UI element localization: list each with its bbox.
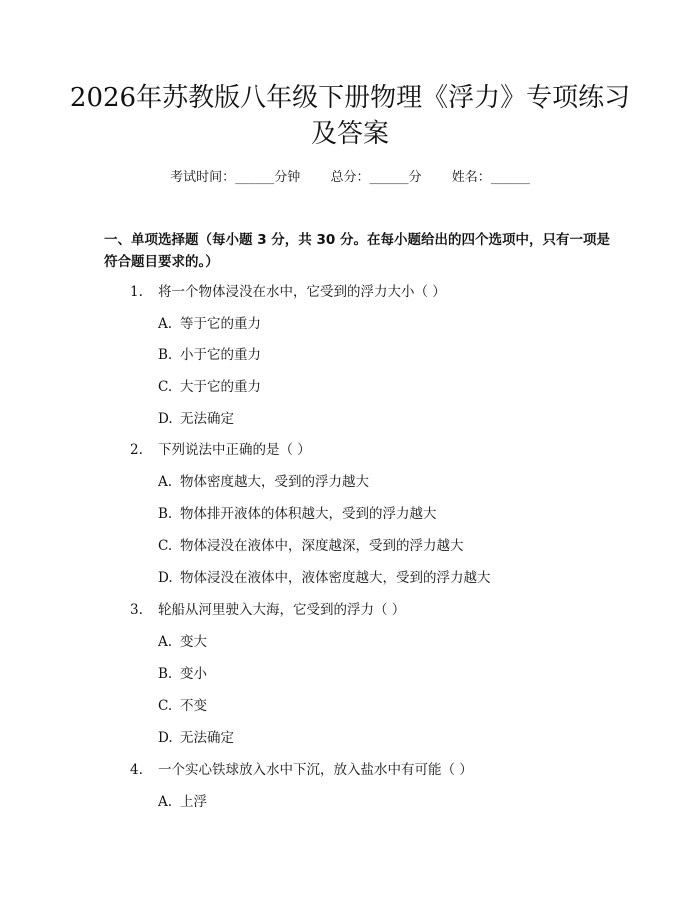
- score-unit: 分: [408, 170, 422, 185]
- option-1c: [158, 377, 261, 397]
- option-3c: [158, 696, 207, 716]
- option-3d: [158, 728, 234, 748]
- option-text: 小于它的重力: [180, 347, 261, 363]
- question-number: 3.: [130, 602, 143, 618]
- option-letter: A.: [158, 316, 173, 332]
- option-2c: [158, 536, 464, 556]
- option-text: 变小: [180, 666, 207, 682]
- section-heading: 一、单项选择题（每小题 3 分，共 30 分。在每小题给出的四个选项中，只有一项是符合题目要求的。）: [104, 232, 610, 270]
- option-text: 无法确定: [180, 730, 234, 746]
- option-letter: D.: [158, 570, 173, 586]
- option-1a: [158, 314, 261, 334]
- option-1b: [158, 345, 261, 365]
- option-letter: C.: [158, 538, 173, 554]
- option-letter: D.: [158, 411, 173, 427]
- question-text: 一个实心铁球放入水中下沉，放入盐水中有可能（ ）: [158, 762, 473, 778]
- option-letter: B.: [158, 347, 173, 363]
- document-title: 2026年苏教版八年级下册物理《浮力》专项练习及答案: [69, 83, 631, 149]
- option-letter: A.: [158, 794, 173, 810]
- time-blank: ______: [235, 170, 275, 185]
- option-4a: [158, 792, 207, 812]
- time-unit: 分钟: [274, 170, 301, 185]
- option-text: 物体排开液体的体积越大，受到的浮力越大: [180, 506, 437, 522]
- time-label: 考试时间：: [170, 170, 236, 185]
- option-letter: A.: [158, 474, 173, 490]
- score-blank: ______: [369, 170, 409, 185]
- name-blank: ______: [490, 170, 530, 185]
- option-letter: A.: [158, 634, 173, 650]
- option-2b: [158, 504, 437, 524]
- option-text: 无法确定: [180, 411, 234, 427]
- option-letter: C.: [158, 379, 173, 395]
- option-text: 大于它的重力: [180, 379, 261, 395]
- option-text: 物体浸没在液体中，深度越深，受到的浮力越大: [180, 538, 464, 554]
- option-1d: [158, 409, 234, 429]
- option-letter: B.: [158, 506, 173, 522]
- name-label: 姓名：: [451, 170, 491, 185]
- question-text: 轮船从河里驶入大海，它受到的浮力（ ）: [158, 602, 406, 618]
- question-number: 4.: [130, 762, 143, 778]
- option-2a: [158, 472, 369, 492]
- question-text: 将一个物体浸没在水中，它受到的浮力大小（ ）: [158, 284, 446, 300]
- option-letter: B.: [158, 666, 173, 682]
- question-text: 下列说法中正确的是（ ）: [158, 442, 311, 458]
- option-text: 变大: [180, 634, 207, 650]
- option-letter: D.: [158, 730, 173, 746]
- option-text: 物体密度越大，受到的浮力越大: [180, 474, 369, 490]
- option-text: 物体浸没在液体中，液体密度越大，受到的浮力越大: [180, 570, 491, 586]
- option-3a: [158, 632, 207, 652]
- option-2d: [158, 568, 491, 588]
- option-text: 不变: [180, 698, 207, 714]
- option-3b: [158, 664, 207, 684]
- exam-info-line: [0, 168, 700, 188]
- option-text: 上浮: [180, 794, 207, 810]
- option-text: 等于它的重力: [180, 316, 261, 332]
- score-label: 总分：: [330, 170, 370, 185]
- question-number: 1.: [130, 284, 143, 300]
- option-letter: C.: [158, 698, 173, 714]
- question-number: 2.: [130, 442, 143, 458]
